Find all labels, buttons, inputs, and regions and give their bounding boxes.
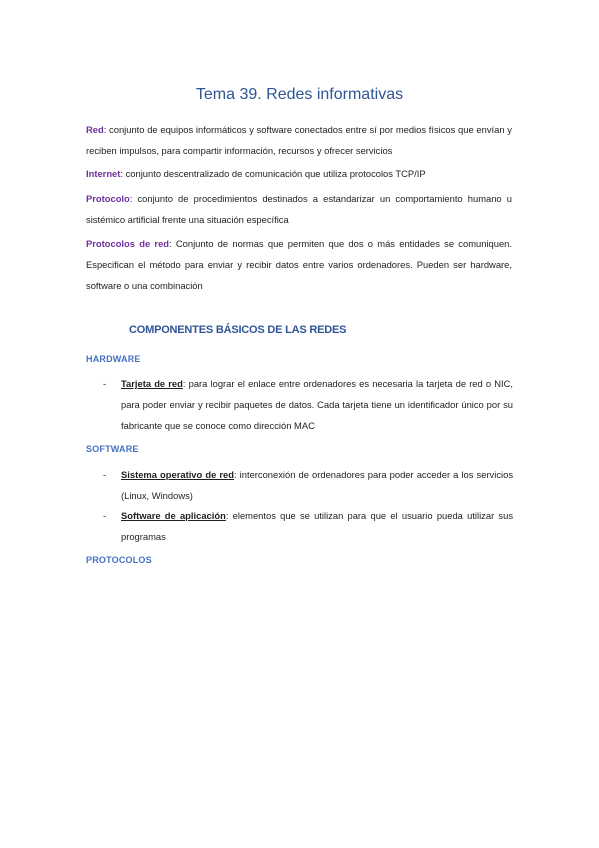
list-item-term: Software de aplicación — [121, 510, 226, 521]
list-item-text — [121, 373, 513, 436]
software-heading: SOFTWARE — [86, 444, 139, 454]
list-item-description: : elementos que se utilizan para que el usuario pueda utilizar sus programas — [121, 510, 514, 542]
list-item-software-aplicacion — [103, 505, 513, 547]
definition-term: Protocolo — [86, 193, 130, 204]
list-item-text — [121, 464, 513, 506]
definition-term: Protocolos de red — [86, 238, 170, 249]
page-title: Tema 39. Redes informativas — [195, 86, 404, 103]
section-heading: COMPONENTES BÁSICOS DE LAS REDES — [129, 324, 347, 336]
list-item-description: : para lograr el enlace entre ordenadores es necesaria la tarjeta de red o NIC, para poder enviar y recibir paquetes de datos. Cada tarjeta tiene un identificador único por su fabricante que se conoce como dirección MAC — [121, 378, 513, 431]
list-item-term: Sistema operativo de red — [121, 469, 234, 480]
definition-text: : conjunto descentralizado de comunicación que utiliza protocolos TCP/IP — [120, 168, 426, 179]
definition-protocolo — [86, 188, 512, 230]
definition-protocolos-de-red — [86, 233, 512, 296]
list-bullet: - — [103, 510, 107, 521]
definition-text: : Conjunto de normas que permiten que dos o más entidades se comuniquen. Especifican el método para enviar y recibir datos entre varios ordenadores. Pueden ser hardware, software o una combinación — [86, 238, 512, 291]
protocolos-heading: PROTOCOLOS — [86, 555, 152, 565]
list-item-tarjeta-de-red — [103, 373, 513, 436]
definition-text: : conjunto de procedimientos destinados a estandarizar un comportamiento humano u sistémico artificial frente una situación específica — [86, 193, 512, 225]
list-bullet: - — [103, 378, 107, 389]
list-bullet: - — [103, 469, 107, 480]
definition-term: Internet — [86, 168, 121, 179]
list-item-sistema-operativo — [103, 464, 513, 506]
list-item-term: Tarjeta de red — [121, 378, 183, 389]
definition-internet — [86, 163, 512, 184]
definition-text: : conjunto de equipos informáticos y software conectados entre sí por medios físicos que envían y reciben impulsos, para compartir información, recursos y ofrecer servicios — [86, 124, 512, 156]
definition-red — [86, 119, 512, 161]
hardware-heading: HARDWARE — [86, 354, 141, 364]
list-item-description: : interconexión de ordenadores para poder acceder a los servicios (Linux, Windows) — [121, 469, 514, 501]
definition-term: Red — [86, 124, 104, 135]
list-item-text — [121, 505, 513, 547]
